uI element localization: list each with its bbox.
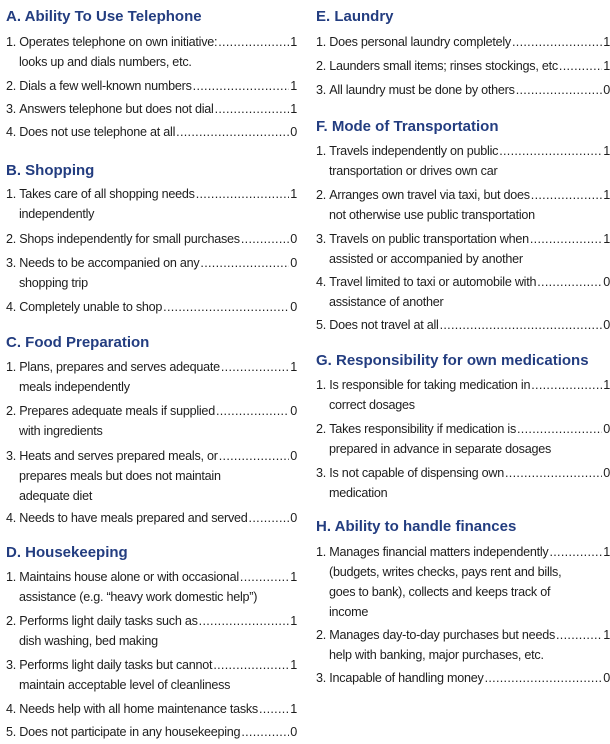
item-text-continued: not otherwise use public transportation — [329, 208, 535, 222]
leader-dots — [531, 375, 602, 395]
item-number: 4. — [6, 300, 17, 314]
item-text-continued: looks up and dials numbers, etc. — [19, 55, 192, 69]
item-score: 1 — [290, 187, 297, 201]
item-text: Dials a few well-known numbers — [19, 79, 192, 93]
list-item — [316, 625, 610, 665]
section-title-medications: G. Responsibility for own medications — [316, 352, 589, 369]
item-text: Answers telephone but does not dial — [19, 102, 214, 116]
item-score: 1 — [603, 144, 610, 158]
section-title-laundry: E. Laundry — [316, 8, 394, 25]
leader-dots — [200, 253, 289, 273]
item-score: 0 — [290, 300, 297, 314]
item-text: Does personal laundry completely — [329, 35, 511, 49]
item-score: 0 — [290, 725, 297, 739]
item-score: 0 — [603, 466, 610, 480]
list-item — [316, 80, 610, 100]
item-score: 0 — [603, 318, 610, 332]
item-text: Operates telephone on own initiative: — [19, 35, 218, 49]
leader-dots — [531, 185, 602, 205]
item-number: 4. — [6, 702, 17, 716]
item-text: Takes responsibility if medication is — [329, 422, 516, 436]
item-score: 0 — [290, 232, 297, 246]
leader-dots — [512, 32, 602, 52]
list-item — [6, 567, 297, 607]
item-score: 0 — [290, 511, 297, 525]
list-item — [316, 32, 610, 52]
item-score: 1 — [290, 79, 297, 93]
item-number: 3. — [6, 256, 17, 270]
item-number: 3. — [316, 83, 327, 97]
item-score: 1 — [290, 570, 297, 584]
item-text: Takes care of all shopping needs — [19, 187, 195, 201]
item-text-continued: assistance of another — [329, 295, 444, 309]
item-number: 1. — [6, 187, 17, 201]
item-number: 4. — [6, 511, 17, 525]
item-score: 0 — [290, 125, 297, 139]
leader-dots — [549, 542, 602, 562]
item-score: 1 — [603, 232, 610, 246]
item-text: Plans, prepares and serves adequate — [19, 360, 220, 374]
list-item — [6, 722, 297, 742]
item-number: 2. — [316, 422, 327, 436]
list-item — [6, 99, 297, 119]
item-number: 2. — [6, 79, 17, 93]
list-item — [316, 463, 610, 503]
item-number: 2. — [316, 188, 327, 202]
leader-dots — [163, 297, 289, 317]
item-text: Maintains house alone or with occasional — [19, 570, 239, 584]
item-number: 5. — [316, 318, 327, 332]
item-score: 1 — [290, 35, 297, 49]
item-text: Travel limited to taxi or automobile with — [329, 275, 537, 289]
section-title-shopping: B. Shopping — [6, 162, 95, 179]
leader-dots — [196, 184, 290, 204]
leader-dots — [219, 446, 290, 466]
item-text: Travels independently on public — [329, 144, 499, 158]
item-text: Completely unable to shop — [19, 300, 163, 314]
item-number: 3. — [6, 658, 17, 672]
item-number: 3. — [6, 102, 17, 116]
item-score: 1 — [290, 614, 297, 628]
item-number: 5. — [6, 725, 17, 739]
item-text: Performs light daily tasks such as — [19, 614, 198, 628]
item-text: Is responsible for taking medication in — [329, 378, 531, 392]
list-item — [316, 56, 610, 76]
item-score: 0 — [290, 256, 297, 270]
leader-dots — [505, 463, 602, 483]
item-score: 1 — [603, 35, 610, 49]
list-item — [6, 508, 297, 528]
item-score: 0 — [290, 404, 297, 418]
item-text: Does not travel at all — [329, 318, 439, 332]
item-score: 0 — [603, 83, 610, 97]
list-item — [6, 446, 297, 506]
list-item — [316, 542, 610, 622]
item-number: 2. — [6, 614, 17, 628]
section-title-telephone: A. Ability To Use Telephone — [6, 8, 202, 25]
list-item — [316, 315, 610, 335]
leader-dots — [193, 76, 290, 96]
item-text-continued: assistance (e.g. “heavy work domestic help”) — [19, 590, 258, 604]
leader-dots — [537, 272, 602, 292]
item-text: Arranges own travel via taxi, but does — [329, 188, 530, 202]
item-text-continued: prepared in advance in separate dosages — [329, 442, 551, 456]
item-text: Launders small items; rinses stockings, etc — [329, 59, 558, 73]
leader-dots — [259, 699, 289, 719]
item-number: 2. — [6, 232, 17, 246]
item-score: 1 — [603, 628, 610, 642]
item-text: Manages financial matters independently — [329, 545, 549, 559]
list-item — [6, 184, 297, 224]
item-score: 1 — [603, 545, 610, 559]
leader-dots — [221, 357, 289, 377]
leader-dots — [516, 80, 603, 100]
list-item — [6, 229, 297, 249]
item-score: 1 — [290, 360, 297, 374]
item-score: 0 — [603, 671, 610, 685]
list-item — [316, 229, 610, 269]
item-score: 1 — [603, 59, 610, 73]
section-title-housekeeping: D. Housekeeping — [6, 544, 128, 561]
leader-dots — [517, 419, 602, 439]
item-number: 3. — [316, 466, 327, 480]
item-score: 1 — [290, 702, 297, 716]
item-number: 3. — [6, 449, 17, 463]
item-text: Shops independently for small purchases — [19, 232, 240, 246]
item-score: 1 — [603, 188, 610, 202]
leader-dots — [240, 567, 289, 587]
item-number: 3. — [316, 232, 327, 246]
leader-dots — [485, 668, 603, 688]
item-number: 2. — [316, 59, 327, 73]
item-text: Travels on public transportation when — [329, 232, 529, 246]
item-text: Prepares adequate meals if supplied — [19, 404, 215, 418]
leader-dots — [559, 56, 602, 76]
leader-dots — [530, 229, 602, 249]
item-text: Does not use telephone at all — [19, 125, 176, 139]
leader-dots — [218, 32, 289, 52]
item-number: 1. — [6, 35, 17, 49]
item-number: 4. — [316, 275, 327, 289]
list-item — [6, 122, 297, 142]
item-text: Needs to have meals prepared and served — [19, 511, 248, 525]
list-item — [316, 141, 610, 181]
leader-dots — [199, 611, 290, 631]
item-number: 1. — [316, 545, 327, 559]
list-item — [6, 76, 297, 96]
item-score: 0 — [290, 449, 297, 463]
item-text: Needs to be accompanied on any — [19, 256, 200, 270]
item-number: 1. — [6, 570, 17, 584]
leader-dots — [249, 508, 290, 528]
item-text-continued: income — [329, 605, 369, 619]
item-score: 0 — [603, 422, 610, 436]
item-text: Is not capable of dispensing own — [329, 466, 504, 480]
item-score: 0 — [603, 275, 610, 289]
item-score: 1 — [290, 658, 297, 672]
leader-dots — [556, 625, 602, 645]
item-text-continued: maintain acceptable level of cleanliness — [19, 678, 231, 692]
list-item — [6, 357, 297, 397]
item-number: 1. — [316, 378, 327, 392]
section-title-food-preparation: C. Food Preparation — [6, 334, 150, 351]
item-text: Manages day-to-day purchases but needs — [329, 628, 555, 642]
item-text-continued: adequate diet — [19, 489, 93, 503]
item-text-continued: assisted or accompanied by another — [329, 252, 523, 266]
item-number: 3. — [316, 671, 327, 685]
list-item — [6, 401, 297, 441]
item-text: Performs light daily tasks but cannot — [19, 658, 213, 672]
list-item — [316, 375, 610, 415]
item-text: All laundry must be done by others — [329, 83, 515, 97]
item-text-continued: dish washing, bed making — [19, 634, 158, 648]
section-title-transportation: F. Mode of Transportation — [316, 118, 499, 135]
leader-dots — [241, 229, 289, 249]
item-text-continued: (budgets, writes checks, pays rent and bills, — [329, 565, 562, 579]
item-number: 1. — [6, 360, 17, 374]
item-score: 1 — [603, 378, 610, 392]
item-text-continued: prepares meals but does not maintain — [19, 469, 221, 483]
list-item — [316, 419, 610, 459]
list-item — [6, 655, 297, 695]
list-item — [6, 699, 297, 719]
item-text: Heats and serves prepared meals, or — [19, 449, 218, 463]
list-item — [316, 272, 610, 312]
list-item — [316, 668, 610, 688]
item-text-continued: correct dosages — [329, 398, 415, 412]
item-text: Does not participate in any housekeeping — [19, 725, 241, 739]
item-text-continued: independently — [19, 207, 95, 221]
leader-dots — [215, 99, 290, 119]
item-number: 2. — [6, 404, 17, 418]
item-number: 1. — [316, 35, 327, 49]
item-text-continued: medication — [329, 486, 388, 500]
item-text-continued: transportation or drives own car — [329, 164, 498, 178]
leader-dots — [440, 315, 603, 335]
item-number: 4. — [6, 125, 17, 139]
section-title-finances: H. Ability to handle finances — [316, 518, 517, 535]
leader-dots — [176, 122, 289, 142]
item-text-continued: meals independently — [19, 380, 130, 394]
list-item — [316, 185, 610, 225]
item-text-continued: with ingredients — [19, 424, 103, 438]
list-item — [6, 32, 297, 72]
leader-dots — [216, 401, 289, 421]
leader-dots — [241, 722, 289, 742]
item-text: Incapable of handling money — [329, 671, 484, 685]
leader-dots — [213, 655, 289, 675]
list-item — [6, 253, 297, 293]
item-number: 2. — [316, 628, 327, 642]
item-number: 1. — [316, 144, 327, 158]
item-text-continued: goes to bank), collects and keeps track of — [329, 585, 551, 599]
item-text-continued: help with banking, major purchases, etc. — [329, 648, 544, 662]
item-score: 1 — [290, 102, 297, 116]
list-item — [6, 611, 297, 651]
leader-dots — [499, 141, 602, 161]
list-item — [6, 297, 297, 317]
item-text-continued: shopping trip — [19, 276, 88, 290]
item-text: Needs help with all home maintenance tasks — [19, 702, 258, 716]
